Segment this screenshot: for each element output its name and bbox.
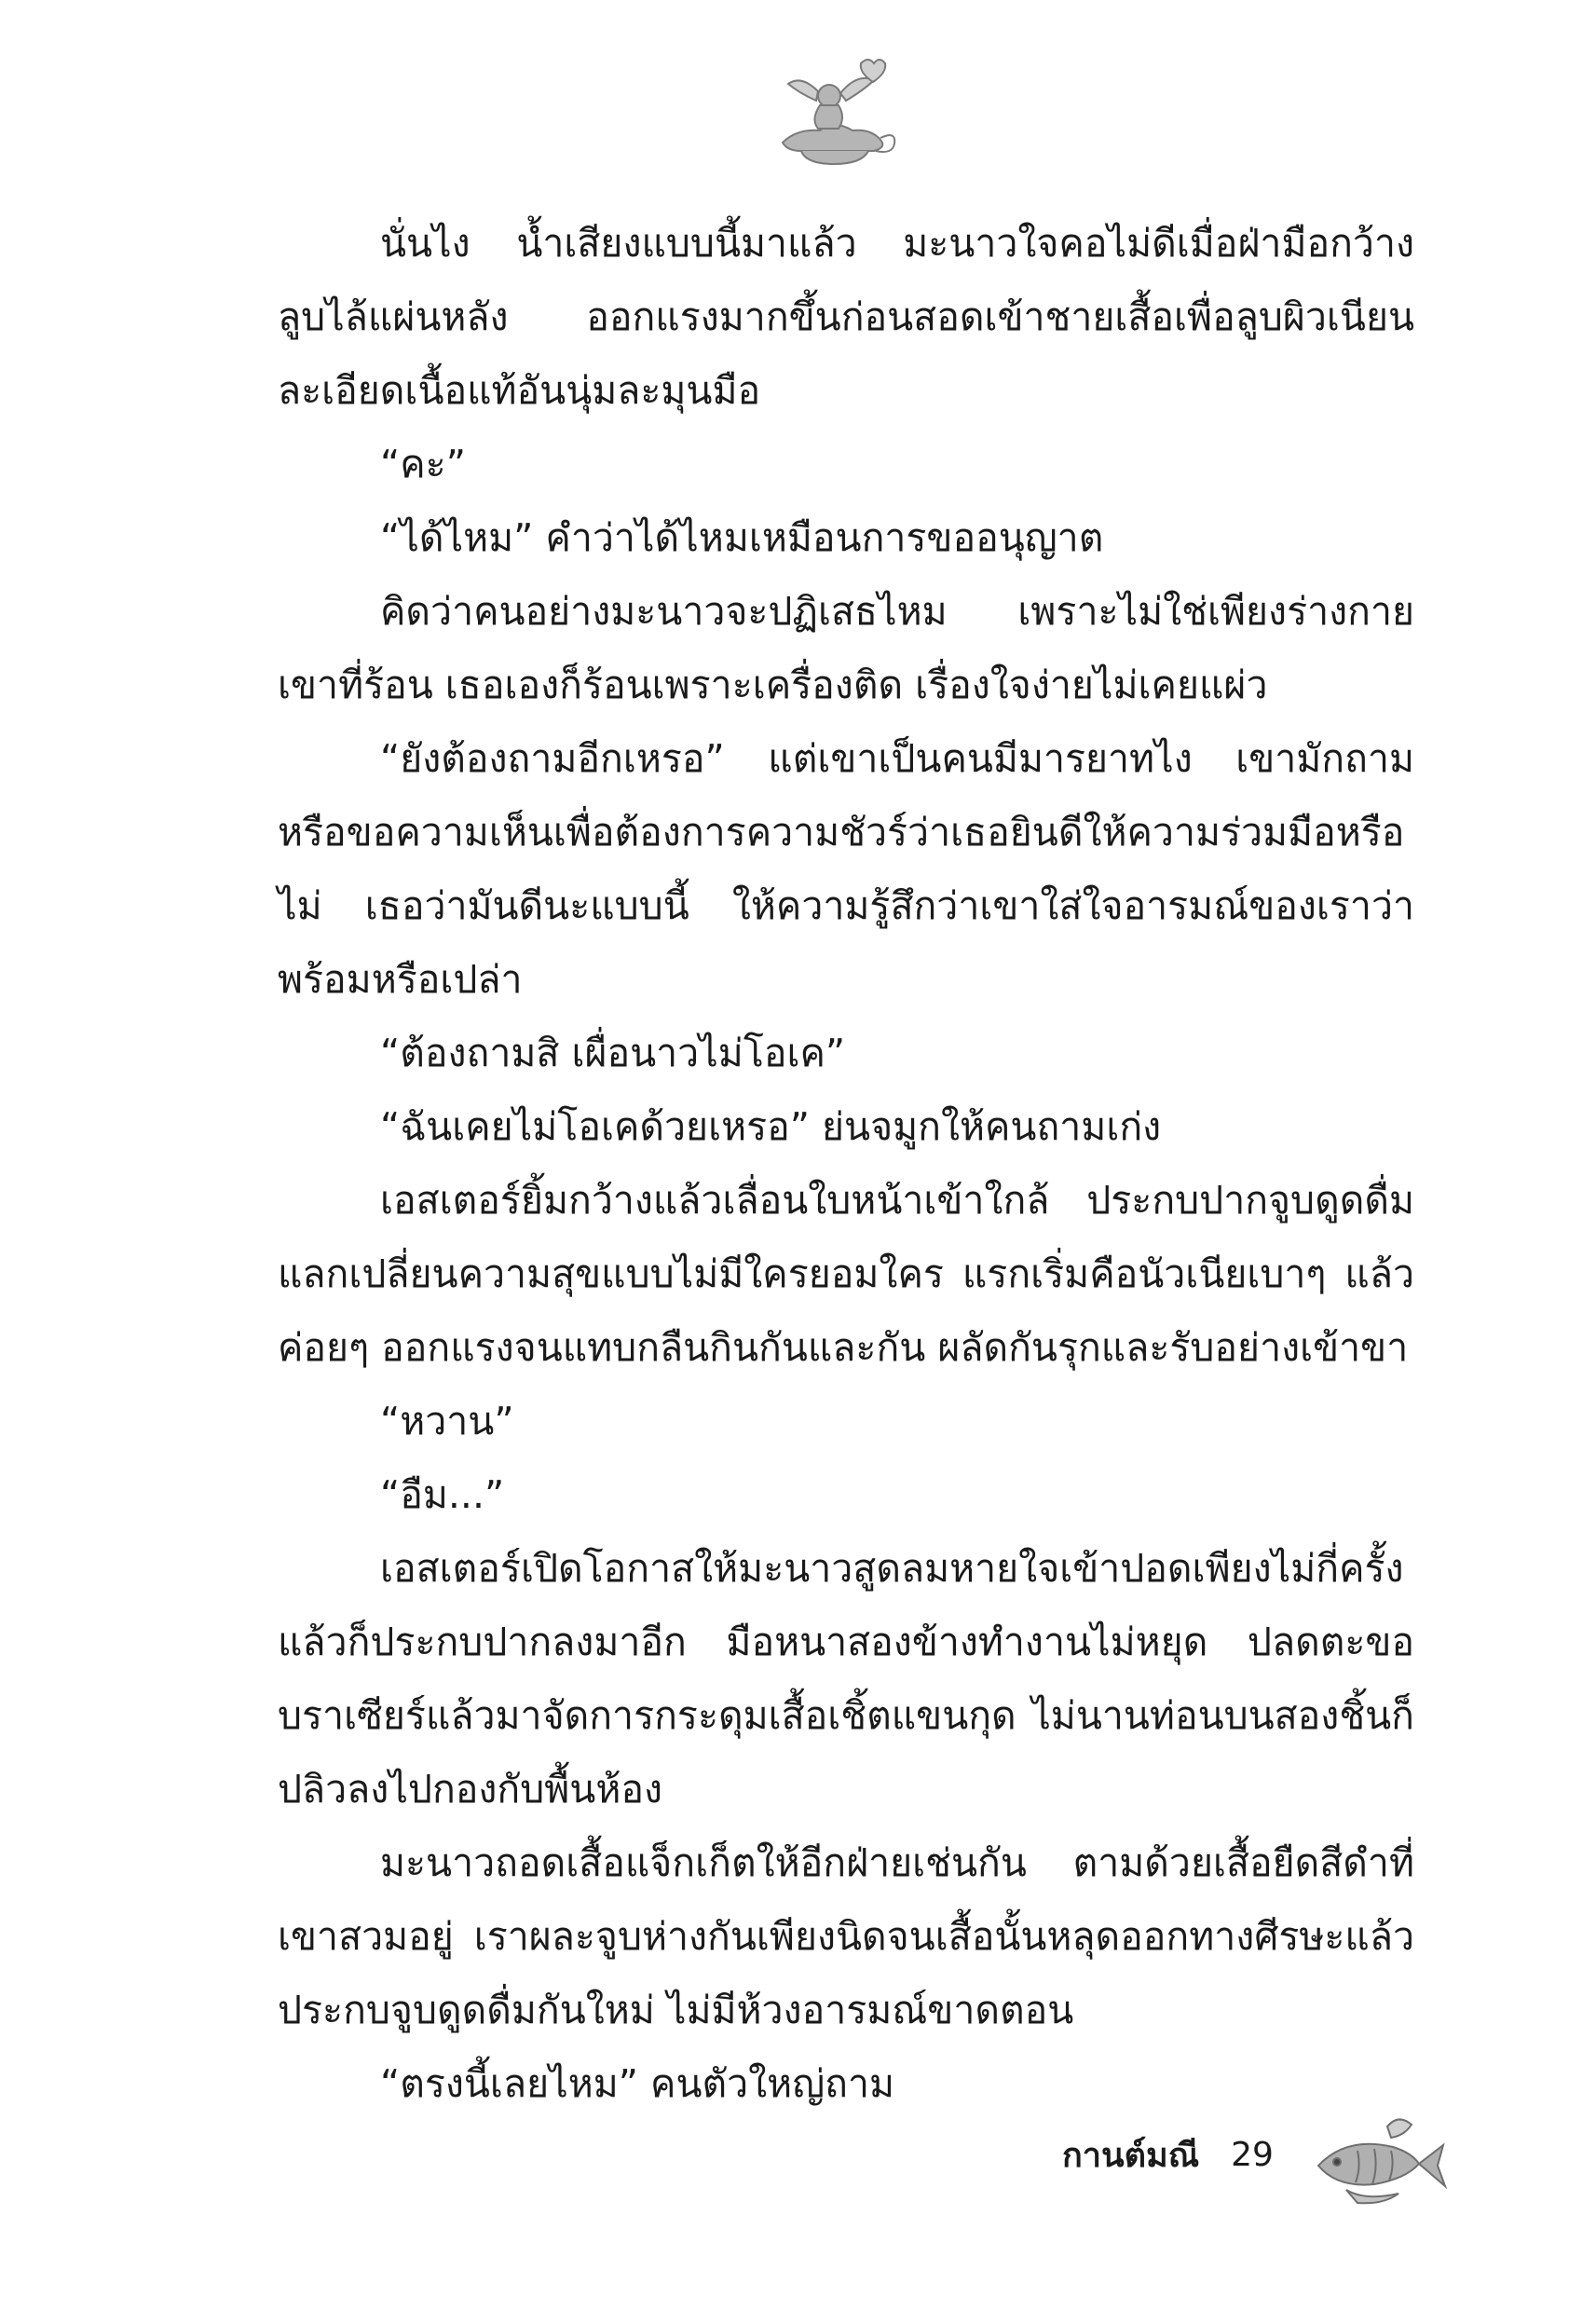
paragraph: “ฉันเคยไม่โอเคด้วยเหรอ” ย่นจมูกให้คนถามเก่ง — [380, 1104, 1162, 1149]
paragraph: “หวาน” — [380, 1399, 514, 1443]
paragraph: เอสเตอร์ยิ้มกว้างแล้วเลื่อนใบหน้าเข้าใกล้ ประกบปากจูบดูดดื่มแลกเปลี่ยนความสุขแบบไม่มีใครยอมใคร แรกเริ่มคือนัวเนียเบาๆ แล้วค่อยๆ ออกแรงจนแทบกลืนกินกันและกัน ผลัดกันรุกและรับอย่างเข้าขา — [278, 1178, 1414, 1370]
fish-shell-icon — [1309, 2108, 1449, 2210]
paragraph: “อืม...” — [380, 1472, 505, 1517]
paragraph: นั่นไง น้ำเสียงแบบนี้มาแล้ว มะนาวใจคอไม่ดีเมื่อฝ่ามือกว้างลูบไล้แผ่นหลัง ออกแรงมากขึ้นก่อนสอดเข้าชายเสื้อเพื่อลูบผิวเนียนละเอียดเนื้อแท้อันนุ่มละมุนมือ — [278, 221, 1414, 413]
paragraph: “ยังต้องถามอีกเหรอ” แต่เขาเป็นคนมีมารยาทไง เขามักถามหรือขอความเห็นเพื่อต้องการความชัวร์ว่าเธอยินดีให้ความร่วมมือหรือไม่ เธอว่ามันดีนะแบบนี้ ให้ความรู้สึกว่าเขาใส่ใจอารมณ์ของเราว่าพร้อมหรือเปล่า — [278, 736, 1414, 1002]
cupid-teapot-icon — [764, 54, 904, 175]
page-number: 29 — [1231, 2135, 1274, 2174]
page-footer — [1062, 2126, 1274, 2182]
paragraph: “คะ” — [380, 442, 466, 486]
paragraph: “ตรงนี้เลยไหม” คนตัวใหญ่ถาม — [380, 2061, 894, 2106]
running-footer-title: กานต์มณี — [1062, 2136, 1200, 2175]
paragraph: “ต้องถามสิ เผื่อนาวไม่โอเค” — [380, 1031, 846, 1075]
paragraph: เอสเตอร์เปิดโอกาสให้มะนาวสูดลมหายใจเข้าปอดเพียงไม่กี่ครั้งแล้วก็ประกบปากลงมาอีก มือหนาสองข้างทำงานไม่หยุด ปลดตะขอบราเซียร์แล้วมาจัดการกระดุมเสื้อเชิ้ตแขนกุด ไม่นานท่อนบนสองชิ้นก็ปลิวลงไปกองกับพื้นห้อง — [278, 1546, 1414, 1812]
paragraph: มะนาวถอดเสื้อแจ็กเก็ตให้อีกฝ่ายเช่นกัน ตามด้วยเสื้อยืดสีดำที่เขาสวมอยู่ เราผละจูบห่างกันเพียงนิดจนเสื้อนั้นหลุดออกทางศีรษะแล้วประกบจูบดูดดื่มกันใหม่ ไม่มีห้วงอารมณ์ขาดตอน — [278, 1840, 1414, 2032]
paragraph: “ได้ไหม” คำว่าได้ไหมเหมือนการขออนุญาต — [380, 515, 1104, 560]
paragraph: คิดว่าคนอย่างมะนาวจะปฏิเสธไหม เพราะไม่ใช่เพียงร่างกายเขาที่ร้อน เธอเองก็ร้อนเพราะเครื่องติด เรื่องใจง่ายไม่เคยแผ่ว — [278, 589, 1414, 707]
body-text — [278, 207, 1414, 2121]
